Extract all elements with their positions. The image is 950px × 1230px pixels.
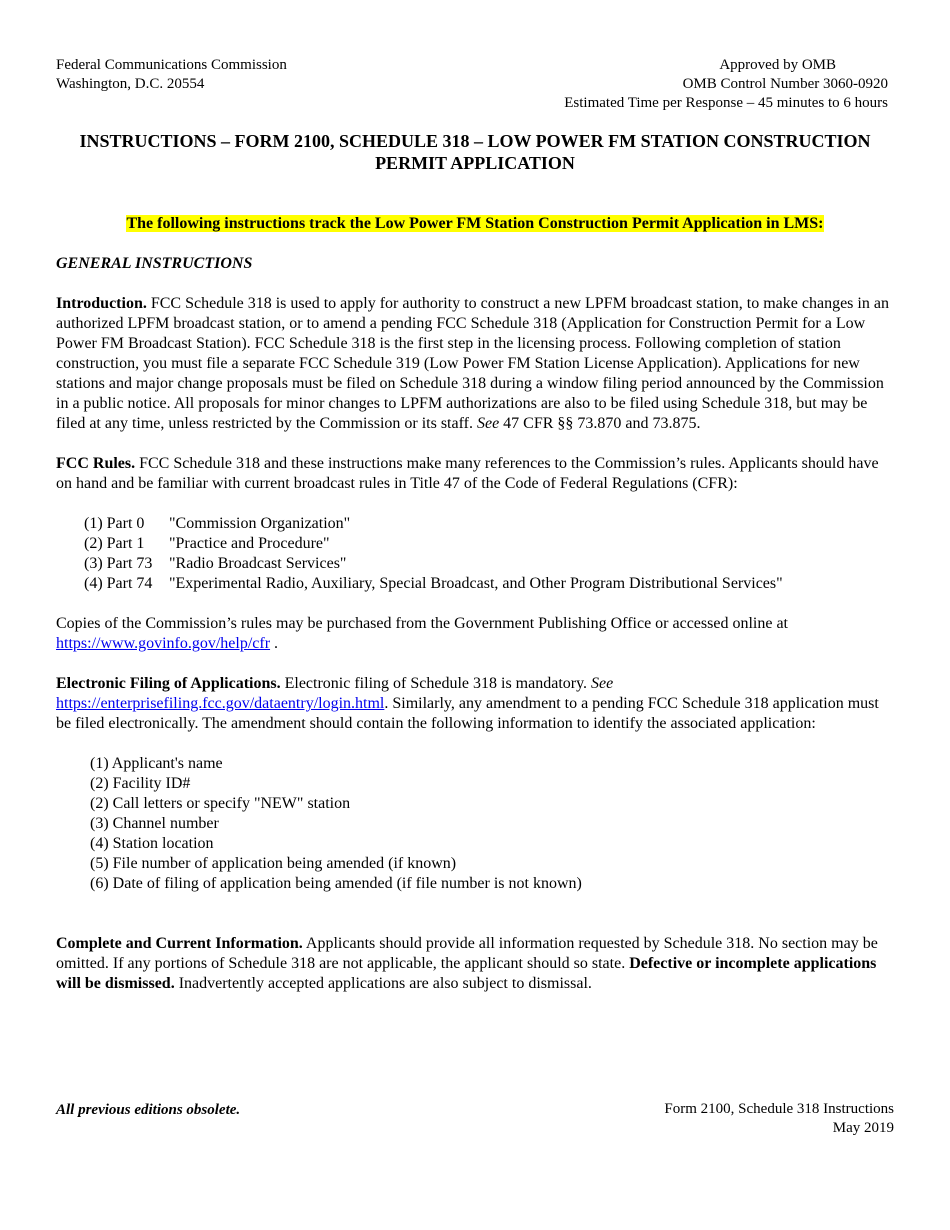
rule-name: "Commission Organization" (169, 515, 351, 532)
list-item (84, 554, 894, 574)
title-line-2: PERMIT APPLICATION (375, 153, 575, 173)
document-header (56, 56, 894, 116)
rule-part: (4) Part 74 (84, 575, 153, 592)
introduction-text: FCC Schedule 318 is used to apply for authority to construct a new LPFM broadcast station, to make changes in an authorized LPFM broadcast station, or to amend a pending FCC Schedule 318 (Application for Construction Permit for a Low Power FM Broadcast Station). FCC Schedule 318 is the first step in the licensing process. Following completion of station construction, you must file a separate FCC Schedule 319 (Low Power FM Station License Application). Applications for new stations and major change proposals must be filed on Schedule 318 during a window filing period announced by the Commission in a public notice. All proposals for minor changes to LPFM authorizations are also to be filed using Schedule 318, but may be filed at any time, unless restricted by the Commission or its staff. (56, 295, 889, 432)
estimated-time: Estimated Time per Response – 45 minutes to 6 hours (564, 95, 888, 111)
efiling-lead: Electronic Filing of Applications. (56, 675, 281, 692)
rule-part: (2) Part 1 (84, 535, 145, 552)
rule-part: (3) Part 73 (84, 555, 153, 572)
omb-block (564, 56, 888, 113)
enterprise-filing-link[interactable]: https://enterprisefiling.fcc.gov/dataentry/login.html (56, 695, 385, 712)
complete-info-lead: Complete and Current Information. (56, 935, 303, 952)
introduction-lead: Introduction. (56, 295, 147, 312)
agency-name: Federal Communications Commission (56, 57, 287, 73)
highlight-text: The following instructions track the Low Power FM Station Construction Permit Application in LMS: (126, 215, 824, 232)
rules-list (56, 514, 894, 594)
agency-block (56, 56, 287, 94)
list-item: (2) Facility ID# (90, 775, 191, 792)
complete-info-tail: Inadvertently accepted applications are also subject to dismissal. (174, 975, 592, 992)
list-item (84, 534, 894, 554)
list-item: (2) Call letters or specify "NEW" station (90, 795, 351, 812)
complete-info-paragraph (56, 934, 894, 994)
rule-part: (1) Part 0 (84, 515, 145, 532)
fcc-rules-lead: FCC Rules. (56, 455, 136, 472)
document-page (56, 56, 894, 994)
govinfo-link[interactable]: https://www.govinfo.gov/help/cfr (56, 635, 271, 652)
list-item: (5) File number of application being amended (if known) (90, 855, 457, 872)
list-item: (4) Station location (90, 835, 214, 852)
footer-date: May 2019 (832, 1120, 894, 1136)
rule-name: "Experimental Radio, Auxiliary, Special Broadcast, and Other Program Distributional Services" (169, 575, 783, 592)
introduction-see: See (476, 415, 500, 432)
list-item: (3) Channel number (90, 815, 219, 832)
general-instructions-heading: GENERAL INSTRUCTIONS (56, 255, 253, 272)
omb-approval: Approved by OMB (719, 57, 836, 73)
efiling-see: See (591, 675, 614, 692)
footer-obsolete-note: All previous editions obsolete. (56, 1102, 241, 1118)
complete-info-text: Applicants should provide all information requested by Schedule 318. No section may be omitted. If any portions of Schedule 318 are not applicable, the applicant should so state. (56, 935, 878, 972)
efiling-paragraph (56, 674, 894, 734)
list-item (84, 514, 894, 534)
copies-text: Copies of the Commission’s rules may be purchased from the Government Publishing Office or accessed online at (56, 615, 788, 632)
amendment-info-list (56, 754, 894, 894)
introduction-cite: 47 CFR §§ 73.870 and 73.875. (499, 415, 701, 432)
rule-name: "Practice and Procedure" (169, 535, 330, 552)
fcc-rules-text: FCC Schedule 318 and these instructions make many references to the Commission’s rules. Applicants should have on hand and be familiar with current broadcast rules in Title 47 of the Code of Federal Regulations (CFR): (56, 455, 879, 492)
copies-tail: . (270, 635, 279, 652)
footer-form-info (664, 1100, 894, 1138)
omb-control-number: OMB Control Number 3060-0920 (682, 76, 888, 92)
list-item (84, 574, 894, 594)
document-title (56, 130, 894, 174)
introduction-paragraph (56, 294, 894, 434)
list-item: (6) Date of filing of application being amended (if file number is not known) (90, 875, 582, 892)
efiling-text-2: . Similarly, any amendment to a pending FCC Schedule 318 application must be filed electronically. The amendment should contain the following information to identify the associated application: (56, 695, 879, 732)
fcc-rules-paragraph (56, 454, 894, 494)
title-line-1: INSTRUCTIONS – FORM 2100, SCHEDULE 318 – LOW POWER FM STATION CONSTRUCTION (79, 131, 871, 151)
complete-info-warning: Defective or incomplete applications will be dismissed. (56, 955, 877, 992)
agency-address: Washington, D.C. 20554 (56, 76, 205, 92)
efiling-text: Electronic filing of Schedule 318 is mandatory. (280, 675, 592, 692)
footer-form-name: Form 2100, Schedule 318 Instructions (664, 1101, 894, 1117)
copies-paragraph (56, 614, 894, 654)
highlight-notice (56, 214, 894, 234)
list-item: (1) Applicant's name (90, 755, 223, 772)
rule-name: "Radio Broadcast Services" (169, 555, 347, 572)
